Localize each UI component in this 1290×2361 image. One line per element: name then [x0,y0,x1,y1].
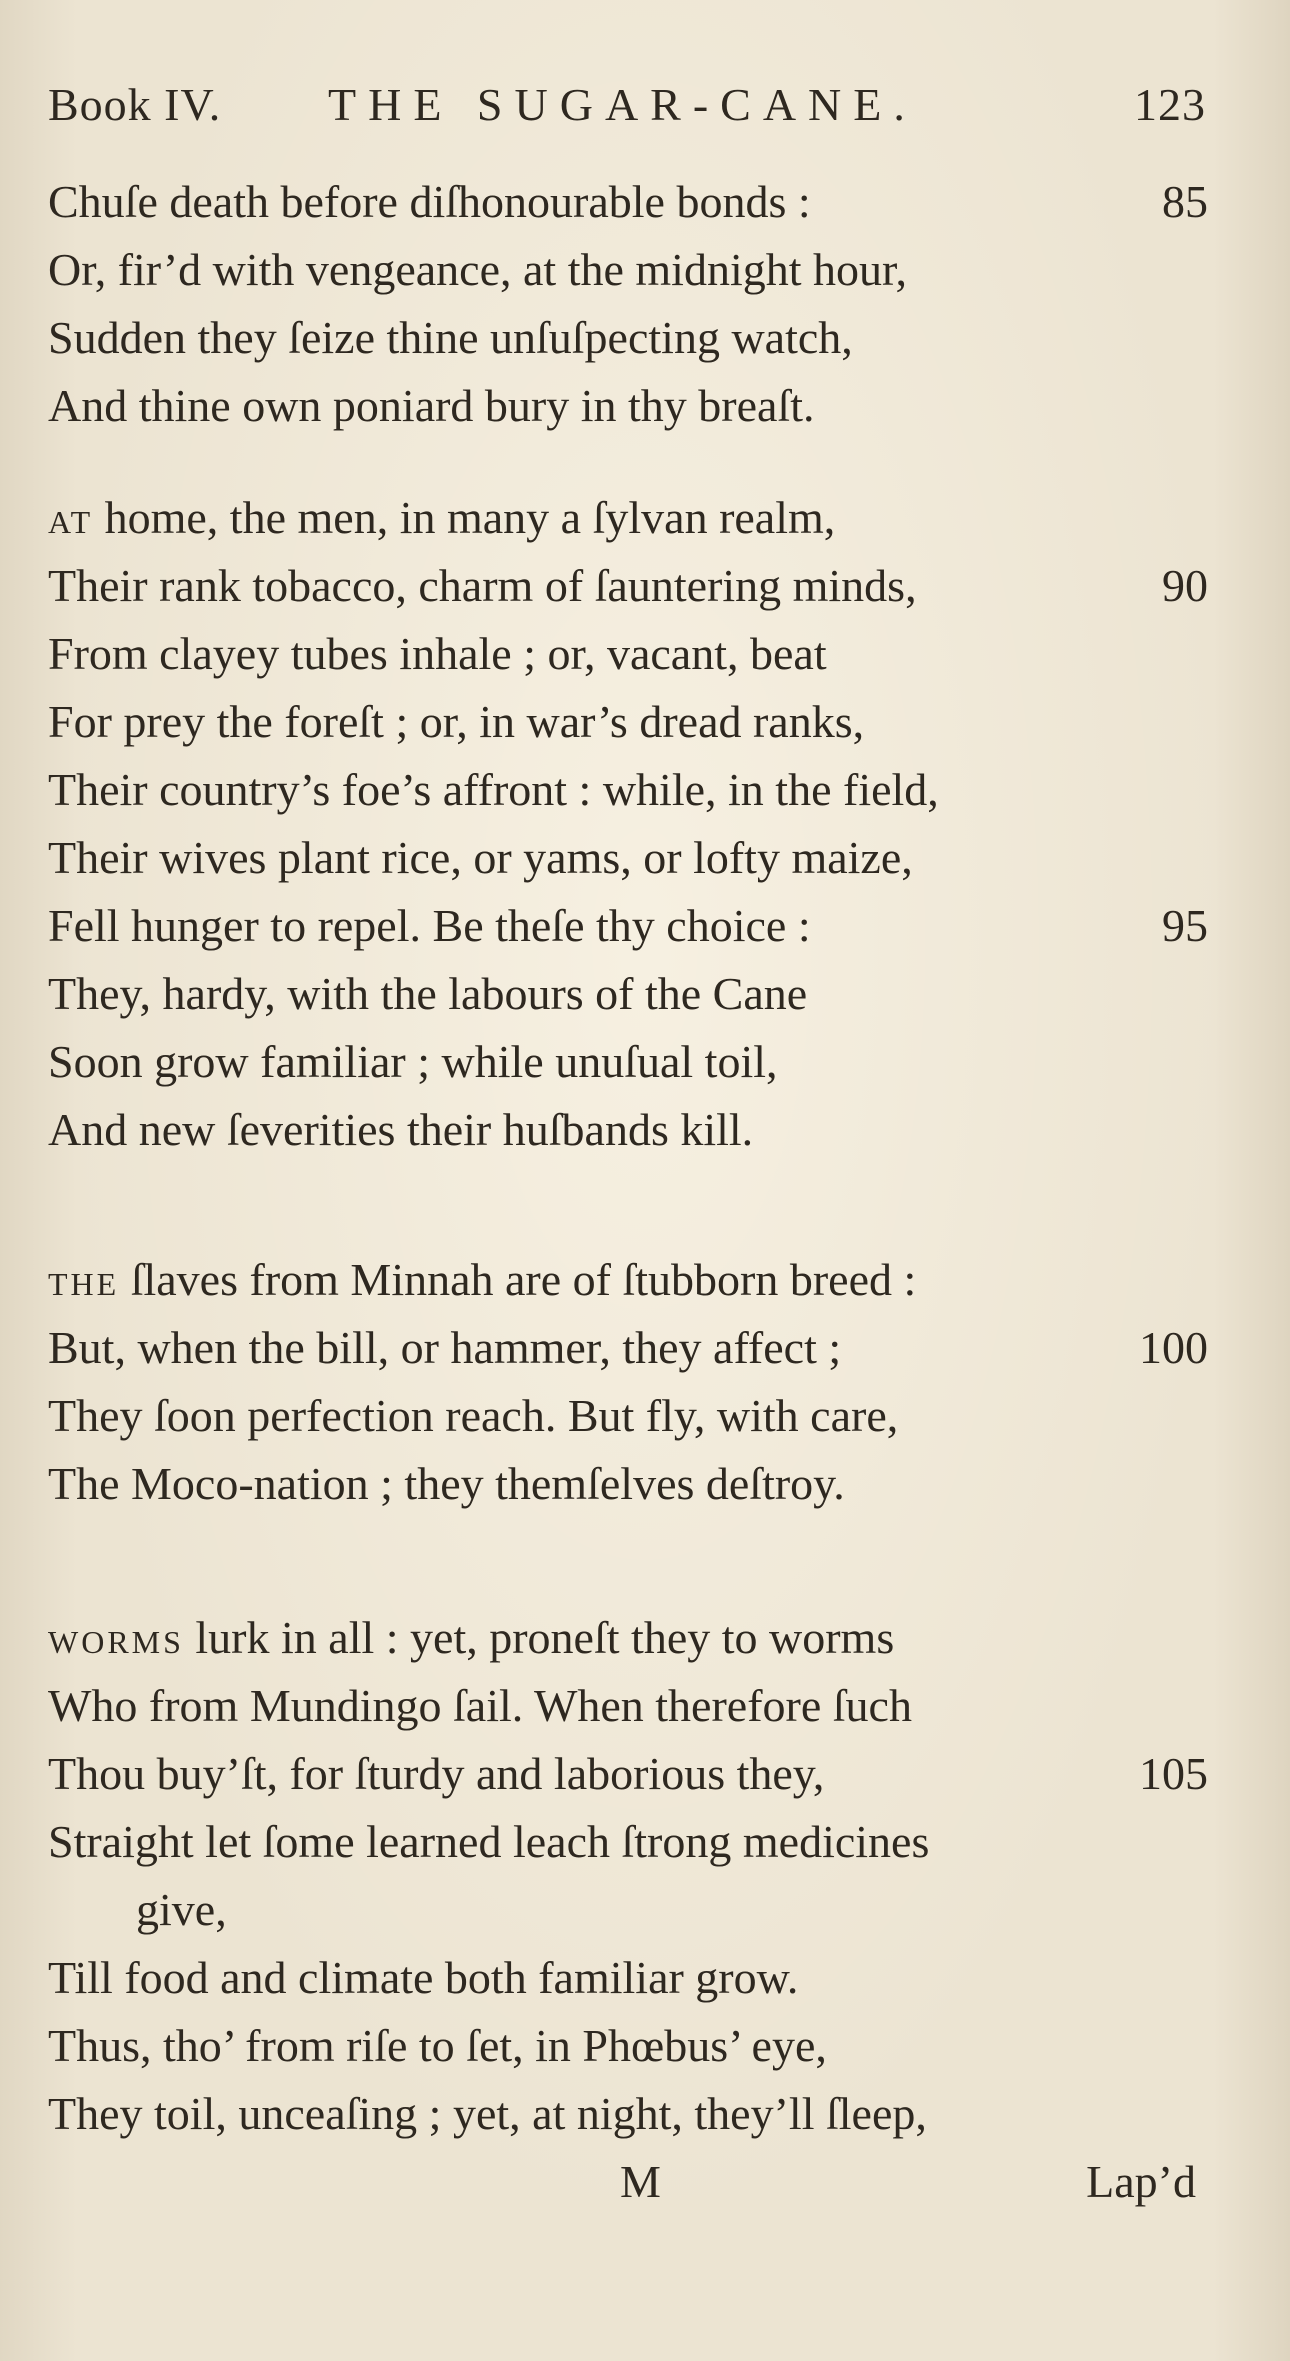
verse-line: Thou buy’ſt, for ſturdy and laborious they, 105 [48,1740,1208,1808]
verse-line: Thus, tho’ from riſe to ſet, in Phœbus’ eye, [48,2020,827,2071]
running-title: THE SUGAR-CANE. [328,79,917,130]
verse-line: Sudden they ſeize thine unſuſpecting watch, [48,312,853,363]
book-label: Book IV. [48,79,222,130]
catchword: Lap’d [1086,2156,1196,2207]
verse-line: Or, fir’d with vengeance, at the midnight hour, [48,244,907,295]
verse-line: They, hardy, with the labours of the Cane [48,968,808,1019]
page-number: 123 [1134,79,1206,130]
verse-line: But, when the bill, or hammer, they affect ; 100 [48,1314,1208,1382]
verse-line: Chuſe death before diſhonourable bonds : 85 [48,168,1208,236]
verse-line-continuation: give, [136,1884,227,1935]
verse-line: Fell hunger to repel. Be theſe thy choice : 95 [48,892,1208,960]
verse-line: Their rank tobacco, charm of ſauntering minds, 90 [48,552,1208,620]
stanza [48,1246,1208,1518]
signature-mark: M [620,2156,661,2207]
stanza [48,168,1208,440]
running-header [48,78,1206,138]
verse-line: AT home, the men, in many a ſylvan realm, [48,492,836,543]
verse-line: For prey the foreſt ; or, in war’s dread ranks, [48,696,865,747]
verse-line: And thine own poniard bury in thy breaſt. [48,380,815,431]
line-number: 90 [1162,560,1208,611]
verse-line: From clayey tubes inhale ; or, vacant, beat [48,628,827,679]
line-number: 100 [1139,1322,1208,1373]
verse-line: Their wives plant rice, or yams, or lofty maize, [48,832,913,883]
verse-line: They toil, unceaſing ; yet, at night, they’ll ſleep, [48,2088,927,2139]
stanza [48,484,1208,1164]
small-caps-opening: AT [48,504,94,540]
stanza [48,1604,1208,2148]
line-number: 105 [1139,1748,1208,1799]
verse-line: Straight let ſome learned leach ſtrong medicines [48,1816,930,1867]
verse-line: Who from Mundingo ſail. When therefore ſuch [48,1680,912,1731]
verse-line: And new ſeverities their huſbands kill. [48,1104,754,1155]
small-caps-opening: THE [48,1266,120,1302]
verse-line: They ſoon perfection reach. But fly, with care, [48,1390,899,1441]
verse-line: Their country’s foe’s affront : while, in the field, [48,764,939,815]
verse-line: Till food and climate both familiar grow. [48,1952,799,2003]
verse-line: The Moco-nation ; they themſelves deſtroy. [48,1458,845,1509]
verse-line: THE ſlaves from Minnah are of ſtubborn breed : [48,1254,917,1305]
small-caps-opening: WORMS [48,1624,184,1660]
verse-line: WORMS lurk in all : yet, proneſt they to worms [48,1612,895,1663]
verse-line: Soon grow familiar ; while unuſual toil, [48,1036,778,1087]
page-footer [48,2148,1196,2216]
line-number: 85 [1162,176,1208,227]
line-number: 95 [1162,900,1208,951]
